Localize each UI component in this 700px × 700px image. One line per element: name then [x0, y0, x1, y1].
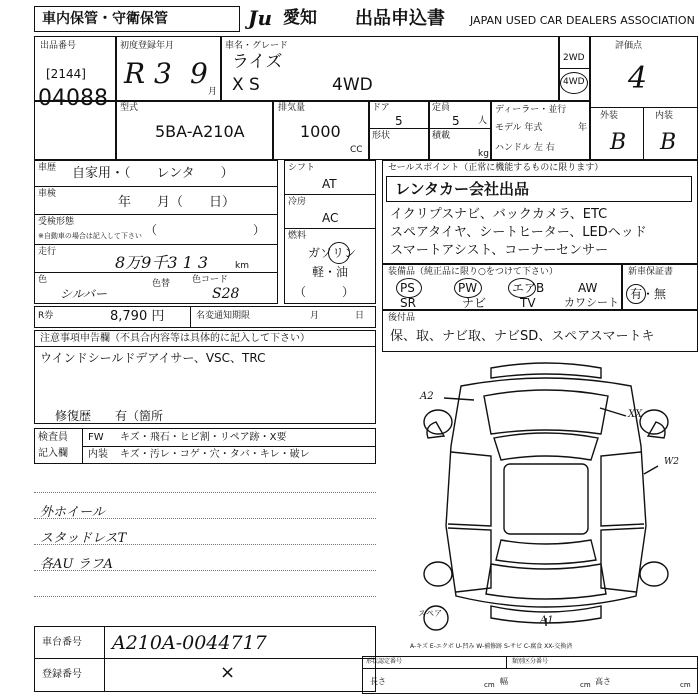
name-change-month: 月 — [310, 311, 320, 321]
color-value: シルバー — [60, 287, 107, 301]
drive-4wd: 4WD — [563, 77, 585, 87]
mileage-label: 走行 — [38, 247, 57, 257]
score-exterior-label: 外装 — [600, 111, 619, 121]
name-change-day: 日 — [355, 311, 365, 321]
plate-value: × — [220, 662, 236, 683]
aftermarket-value: 保、取、ナビ取、ナビSD、スペアスマートキ — [390, 329, 655, 344]
plate-label: 登録番号 — [42, 669, 82, 680]
checker-interior-items: キズ・汚レ・コゲ・穴・タバ・キレ・破レ — [120, 449, 310, 460]
shift-label: シフト — [288, 163, 316, 173]
notes-label: 注意事項申告欄（不具合内容等は具体的に記入して下さい） — [40, 333, 310, 344]
dim-width-label: 幅 — [500, 677, 508, 686]
mark-w2: W2 — [664, 457, 679, 467]
model-year-unit: 年 — [578, 123, 588, 133]
equip-ps-circle — [396, 278, 422, 298]
equip-seat: カワシート — [564, 296, 619, 309]
dim-width-unit: cm — [580, 681, 591, 689]
score-interior-label: 内装 — [655, 111, 674, 121]
checker-fw-items: キズ・飛石・ヒビ割・リペア跡・X要 — [120, 432, 287, 443]
equip-airbag-circle — [508, 278, 536, 298]
mark-spare: スペア — [418, 609, 442, 618]
checker-interior: 内装 — [88, 449, 108, 460]
fuel-gas-circle — [328, 242, 350, 264]
dealer-label: ディーラー・並行 — [495, 105, 567, 115]
load-label: 積載 — [432, 131, 451, 141]
car-name: ライズ — [232, 52, 283, 72]
top-info-block — [34, 36, 698, 160]
drive-4wd-circle — [560, 72, 588, 94]
logo-mark: Ju — [248, 6, 273, 30]
chassis-value: A210A-0044717 — [112, 632, 267, 654]
aftermarket-label: 後付品 — [388, 313, 416, 323]
lot-bracket: [2144] — [46, 67, 86, 81]
dim-height-unit: cm — [680, 681, 691, 689]
mileage-unit: km — [235, 261, 249, 271]
mark-xx: XX — [628, 409, 643, 420]
model-label: 型式 — [120, 103, 139, 113]
warranty-value: 有・無 — [630, 287, 667, 301]
reception-paren: （ ） — [145, 223, 266, 237]
equip-pw: PW — [458, 281, 478, 295]
displacement-value: 1000 — [300, 122, 341, 141]
registration-month: 9 — [190, 57, 208, 90]
r-ticket-label: R券 — [38, 311, 54, 321]
registration-label: 初度登録年月 — [120, 41, 175, 51]
color-code: S28 — [212, 286, 240, 302]
displacement-label: 排気量 — [278, 103, 306, 113]
selling-line-2: スペアタイヤ、シートヒーター、LEDヘッド — [390, 225, 647, 240]
handwritten-3: 各AU ラフA — [40, 557, 113, 572]
fuel-light-oil: 軽・油 — [312, 265, 349, 279]
model-value: 5BA-A210A — [155, 122, 245, 141]
equip-aw: AW — [578, 281, 598, 295]
handwritten-1: 外ホイール — [40, 505, 105, 520]
association-name: JAPAN USED CAR DEALERS ASSOCIATION — [470, 14, 695, 27]
registration-month-unit: 月 — [208, 87, 218, 97]
checker-fw: FW — [88, 432, 104, 443]
notes-line-1: ウインドシールドデアイサー、VSC、TRC — [40, 351, 266, 365]
model-year-label: モデル 年式 — [495, 123, 543, 133]
equip-ps: PS — [400, 281, 415, 295]
r-ticket-value: 8,790 円 — [110, 309, 165, 324]
capacity-label: 定員 — [432, 103, 451, 113]
handle-label: ハンドル 左 右 — [495, 143, 555, 153]
fuel-gas: ガソリン — [308, 246, 357, 260]
capacity-value: 5 — [452, 114, 460, 128]
lot-number: 04088 — [38, 86, 108, 111]
registration-year: R 3 — [124, 57, 172, 90]
storage-label: 車内保管・守衛保管 — [42, 11, 168, 27]
reception-note: ※自動車の場合は記入して下さい — [38, 232, 142, 240]
load-unit: kg — [478, 149, 489, 159]
warranty-circle — [626, 284, 646, 304]
displacement-unit: CC — [350, 145, 363, 155]
selling-line-3: スマートアシスト、コーナーセンサー — [390, 243, 609, 258]
notes-repair: 修復歴 有（箇所 — [55, 409, 164, 423]
equip-pw-circle — [454, 278, 482, 298]
car-damage-diagram — [396, 356, 696, 642]
selling-line-1: イクリプスナビ、バックカメラ、ETC — [390, 207, 608, 222]
capacity-unit: 人 — [478, 116, 488, 126]
equipment-label: 装備品（純正品に限り○をつけて下さい） — [388, 267, 558, 277]
equip-sr: SR — [400, 296, 416, 310]
drive-2wd: 2WD — [563, 53, 585, 63]
equip-navi: ナビ — [462, 296, 487, 310]
car-drive: 4WD — [332, 75, 373, 95]
document-title: 出品申込書 — [355, 8, 445, 29]
mark-a1: A1 — [540, 615, 554, 626]
shape-cert-label: 形状認定番号 — [366, 658, 403, 665]
fuel-label: 燃料 — [288, 231, 307, 241]
mileage-value: 8万9千3 1 3 — [115, 253, 209, 272]
equip-airbag: エアB — [512, 281, 545, 295]
ac-value: AC — [322, 211, 339, 225]
car-name-label: 車名・グレード — [225, 41, 289, 51]
selling-headline: レンタカー会社出品 — [395, 180, 530, 198]
car-grade: X S — [232, 75, 260, 95]
dim-length-unit: cm — [484, 681, 495, 689]
checker-label-1: 検査員 — [38, 432, 68, 443]
color-code-label: 色コード — [192, 275, 229, 285]
ac-label: 冷房 — [288, 197, 307, 207]
dim-height-label: 高さ — [595, 677, 611, 686]
score-exterior: B — [610, 130, 627, 155]
fuel-paren: （ ） — [294, 285, 355, 299]
color-label: 色 — [38, 275, 48, 285]
inspection-label: 車検 — [38, 189, 57, 199]
mark-a2: A2 — [420, 391, 434, 402]
history-label: 車歴 — [38, 163, 57, 173]
shift-value: AT — [322, 177, 337, 191]
lot-label: 出品番号 — [40, 41, 77, 51]
type-class-label: 類別区分番号 — [512, 658, 549, 665]
checker-label-2: 記入欄 — [38, 448, 68, 459]
diagram-legend: A-キズ E-エクボ U-凹み W-補修跡 S-サビ C-腐食 XX-交換済 — [410, 643, 573, 650]
name-change-label: 名変通知期限 — [196, 311, 251, 321]
dim-length-label: 長さ — [370, 677, 386, 686]
inspection-value: 年 月（ 日） — [118, 195, 236, 210]
doors-label: ドア — [372, 103, 390, 113]
score-interior: B — [660, 130, 677, 155]
doors-value: 5 — [395, 114, 403, 128]
score-value: 4 — [628, 61, 648, 96]
score-label: 評価点 — [615, 41, 643, 51]
logo-text: 愛知 — [283, 8, 317, 28]
warranty-label: 新車保証書 — [628, 267, 674, 277]
handwritten-2: スタッドレスT — [40, 531, 127, 546]
chassis-label: 車台番号 — [42, 637, 82, 648]
shape-label: 形状 — [372, 131, 391, 141]
equip-tv: TV — [520, 296, 536, 310]
color-change-label: 色替 — [152, 279, 171, 289]
history-value: 自家用・（ レンタ ） — [72, 166, 234, 181]
selling-points-label: セールスポイント（正常に機能するものに限ります） — [388, 163, 604, 173]
reception-label: 受検形態 — [38, 217, 75, 227]
